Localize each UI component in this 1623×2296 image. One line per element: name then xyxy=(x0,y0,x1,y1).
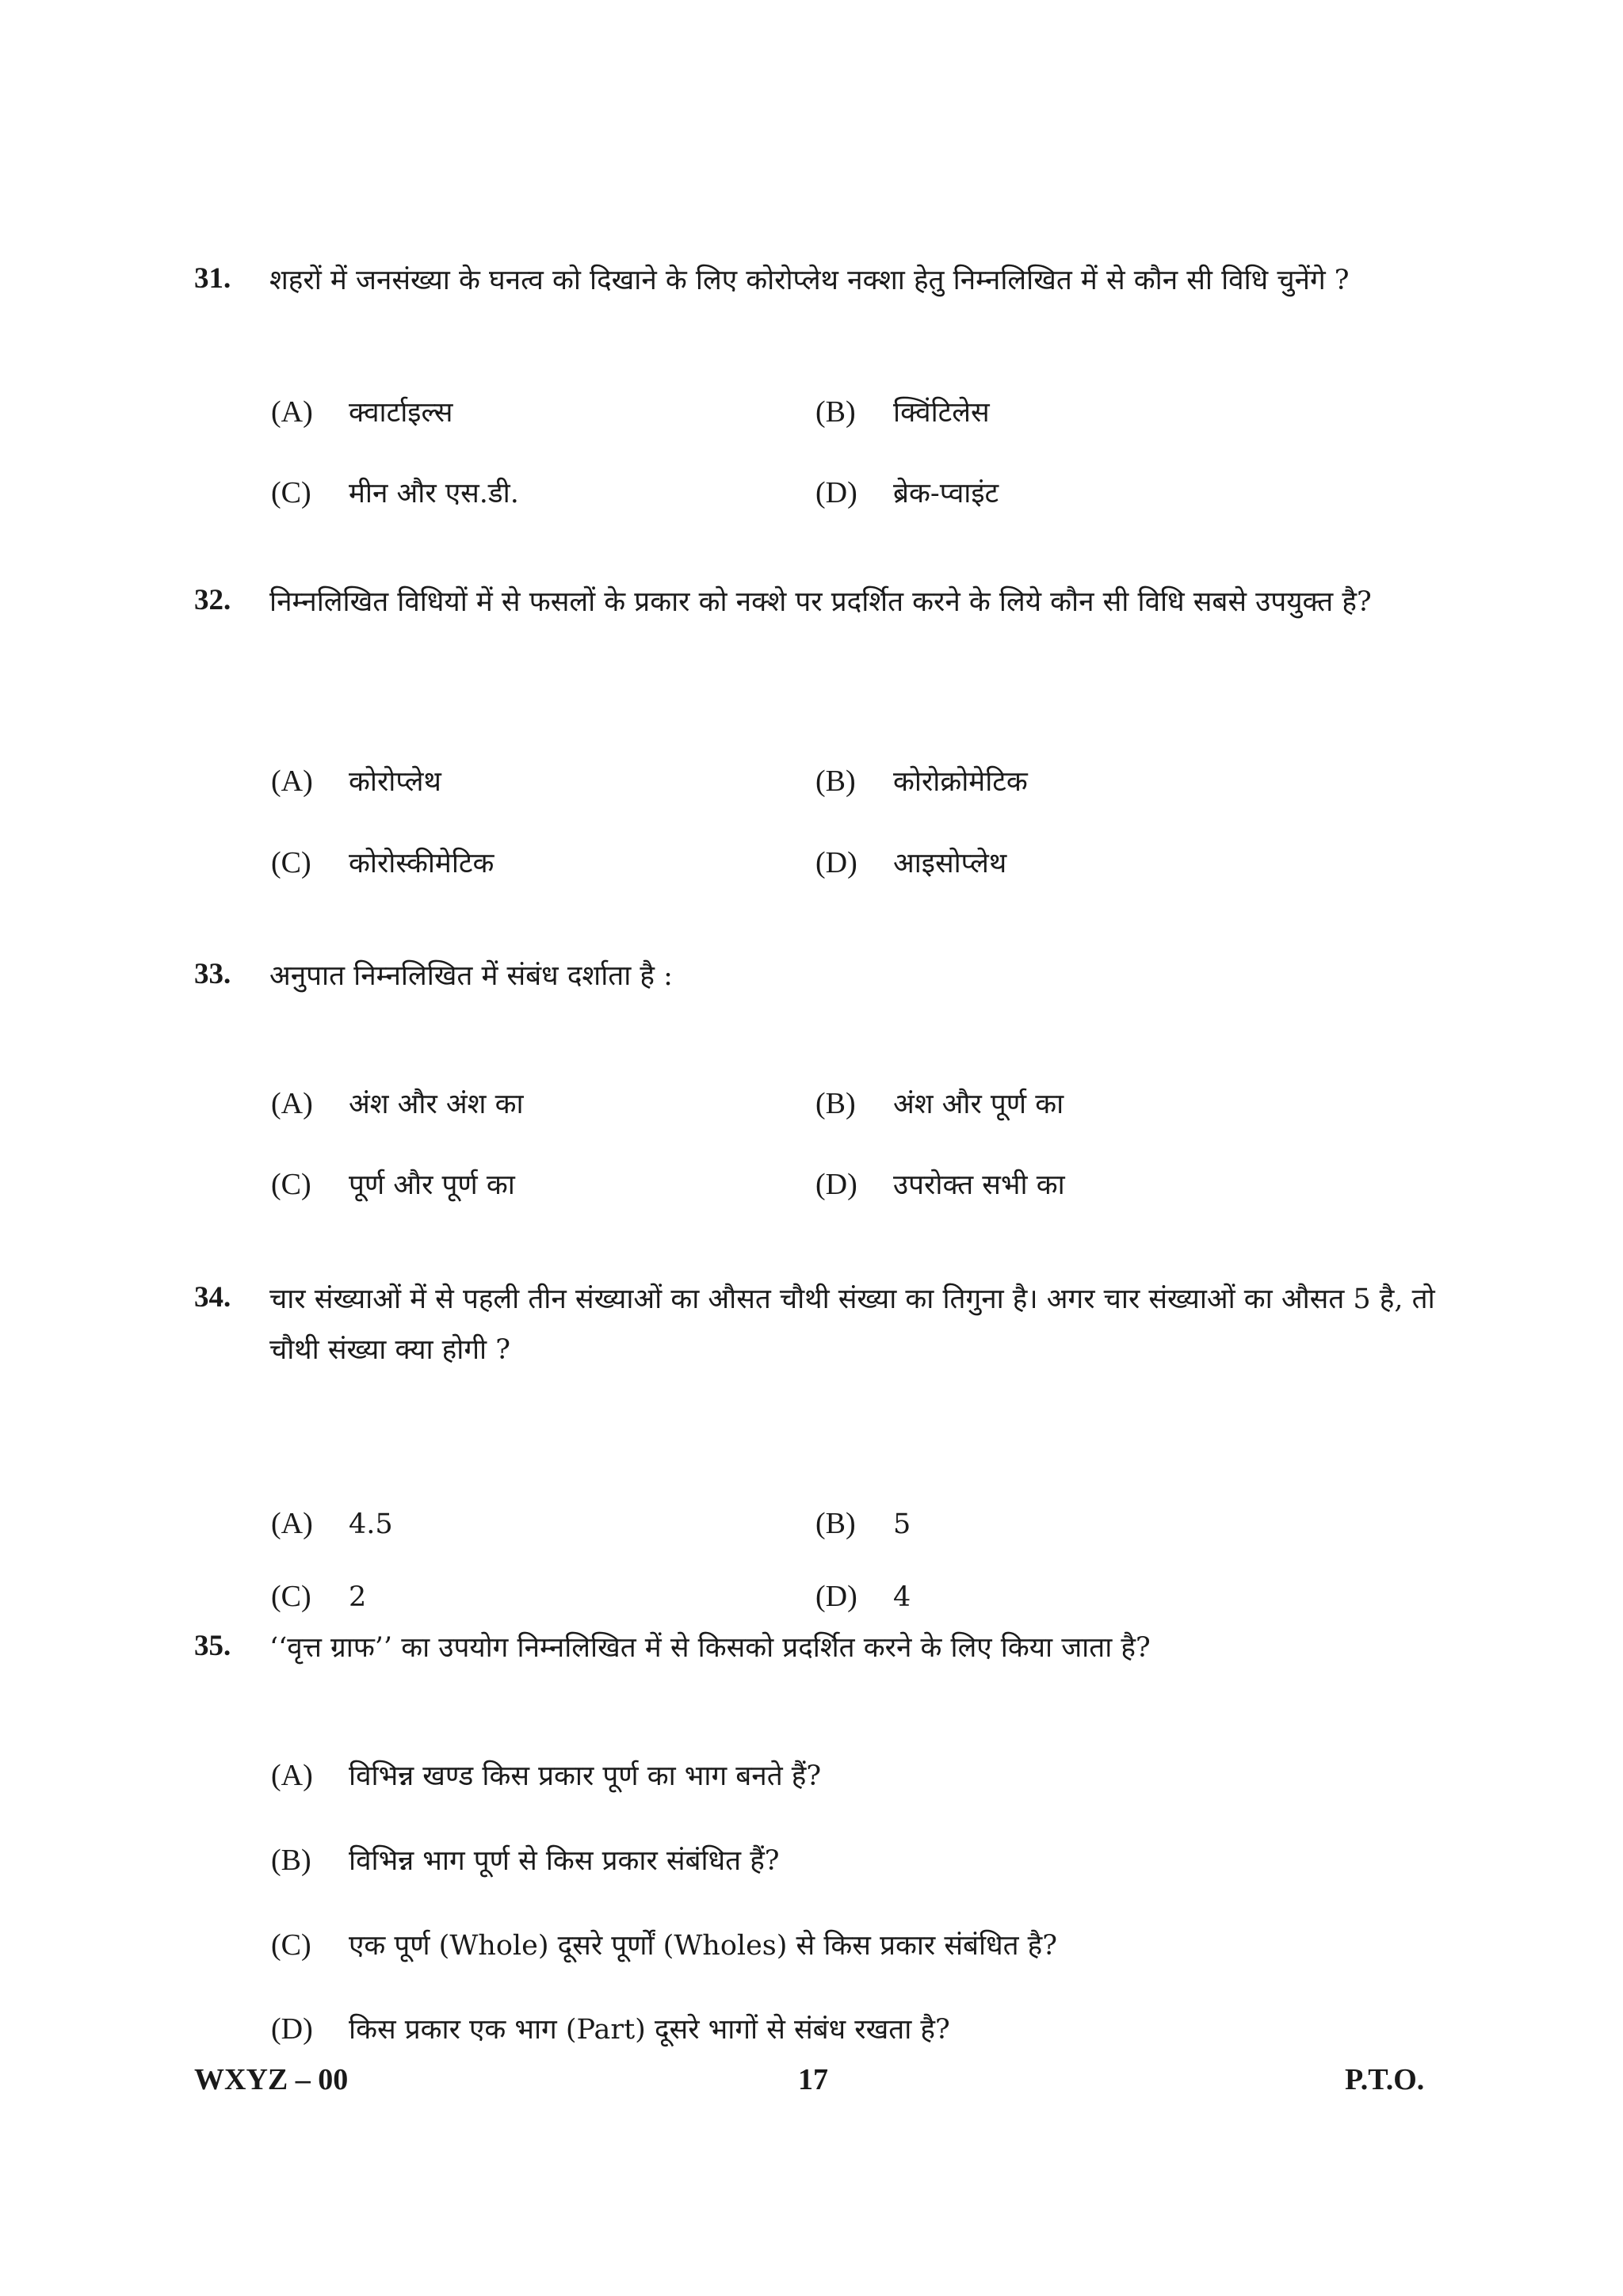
question-number: 35. xyxy=(194,1630,231,1662)
option-text: अंश और पूर्ण का xyxy=(893,1089,1064,1120)
option-key: (B) xyxy=(815,1507,856,1540)
option-text: आइसोप्लेथ xyxy=(893,848,1007,879)
option-c xyxy=(271,1165,515,1203)
option-text: ब्रेक-प्वाइंट xyxy=(893,478,999,509)
option-text: 4.5 xyxy=(349,1508,393,1540)
option-key: (A) xyxy=(271,1087,313,1120)
option-a xyxy=(271,393,453,430)
option-b xyxy=(815,1085,1064,1122)
question-number: 32. xyxy=(194,584,231,616)
option-a xyxy=(271,762,441,799)
option-a xyxy=(271,1506,393,1541)
option-text: उपरोक्त सभी का xyxy=(893,1169,1065,1201)
question-number: 34. xyxy=(194,1281,231,1314)
option-key: (D) xyxy=(815,1168,857,1201)
option-text: विभिन्न भाग पूर्ण से किस प्रकार संबंधित हैं? xyxy=(349,1845,780,1877)
option-text: विभिन्न खण्ड किस प्रकार पूर्ण का भाग बनते हैं? xyxy=(349,1760,822,1792)
question-31 xyxy=(194,255,1446,509)
question-number: 31. xyxy=(194,262,231,295)
option-d xyxy=(815,844,1006,881)
option-a xyxy=(271,1756,821,1794)
option-b xyxy=(815,393,990,430)
question-33 xyxy=(194,951,1446,1201)
question-35 xyxy=(194,1623,1446,2046)
option-c xyxy=(271,1926,1057,1963)
option-text: कोरोक्रोमेटिक xyxy=(893,766,1028,798)
option-key: (B) xyxy=(815,1087,856,1120)
option-d xyxy=(815,474,999,511)
option-key: (C) xyxy=(271,846,311,879)
option-text: अंश और अंश का xyxy=(349,1089,524,1120)
option-text: 4 xyxy=(893,1581,911,1613)
option-text: क्विंटिलेस xyxy=(893,397,990,429)
question-text: अनुपात निम्नलिखित में संबंध दर्शाता है : xyxy=(269,960,673,992)
option-key: (D) xyxy=(815,476,857,509)
option-c xyxy=(271,474,519,511)
option-text: एक पूर्ण (Whole) दूसरे पूर्णों (Wholes) से किस प्रकार संबंधित है? xyxy=(349,1930,1058,1962)
option-key: (D) xyxy=(815,846,857,879)
option-key: (A) xyxy=(271,1759,313,1792)
option-b xyxy=(815,1506,911,1541)
option-key: (D) xyxy=(815,1580,857,1613)
question-text: शहरों में जनसंख्या के घनत्व को दिखाने के लिए कोरोप्लेथ नक्शा हेतु निम्नलिखित में से कौन सी विधि चुनेंगे ? xyxy=(269,265,1350,296)
option-key: (A) xyxy=(271,1507,313,1540)
option-text: मीन और एस.डी. xyxy=(349,478,519,509)
question-number: 33. xyxy=(194,958,231,990)
option-text: कोरोप्लेथ xyxy=(349,766,441,798)
option-b xyxy=(271,1841,780,1878)
pto-label: P.T.O. xyxy=(1345,2063,1425,2096)
question-32 xyxy=(194,577,1446,879)
option-key: (B) xyxy=(815,765,856,798)
footer-code: WXYZ – 00 xyxy=(194,2063,349,2096)
page-number: 17 xyxy=(798,2063,828,2096)
question-text: निम्नलिखित विधियों में से फसलों के प्रकार को नक्शे पर प्रदर्शित करने के लिये कौन सी विधि सबसे उपयुक्त है? xyxy=(269,586,1372,618)
option-b xyxy=(815,762,1028,799)
option-text: कोरोस्कीमेटिक xyxy=(349,848,495,879)
option-key: (A) xyxy=(271,765,313,798)
option-text: पूर्ण और पूर्ण का xyxy=(349,1169,515,1201)
option-text: क्वार्टाइल्स xyxy=(349,397,453,429)
option-c xyxy=(271,1579,366,1614)
option-key: (C) xyxy=(271,1580,311,1613)
option-key: (C) xyxy=(271,476,311,509)
question-34 xyxy=(194,1274,1446,1613)
option-key: (D) xyxy=(271,2012,313,2046)
option-key: (C) xyxy=(271,1168,311,1201)
option-a xyxy=(271,1085,524,1122)
option-d xyxy=(271,2010,950,2047)
option-text: 5 xyxy=(893,1508,911,1540)
option-d xyxy=(815,1579,911,1614)
option-d xyxy=(815,1165,1065,1203)
option-text: किस प्रकार एक भाग (Part) दूसरे भागों से संबंध रखता है? xyxy=(349,2014,950,2046)
option-key: (C) xyxy=(271,1928,311,1962)
option-c xyxy=(271,844,494,881)
option-key: (B) xyxy=(815,395,856,429)
option-key: (B) xyxy=(271,1844,311,1877)
question-text: चार संख्याओं में से पहली तीन संख्याओं का औसत चौथी संख्या का तिगुना है। अगर चार संख्याओं का औसत 5 है, तो चौथी संख्या क्या होगी ? xyxy=(269,1283,1435,1366)
option-key: (A) xyxy=(271,395,313,429)
option-text: 2 xyxy=(349,1581,367,1613)
question-text: ‘‘वृत्त ग्राफ’’ का उपयोग निम्नलिखित में से किसको प्रदर्शित करने के लिए किया जाता है? xyxy=(269,1632,1151,1664)
